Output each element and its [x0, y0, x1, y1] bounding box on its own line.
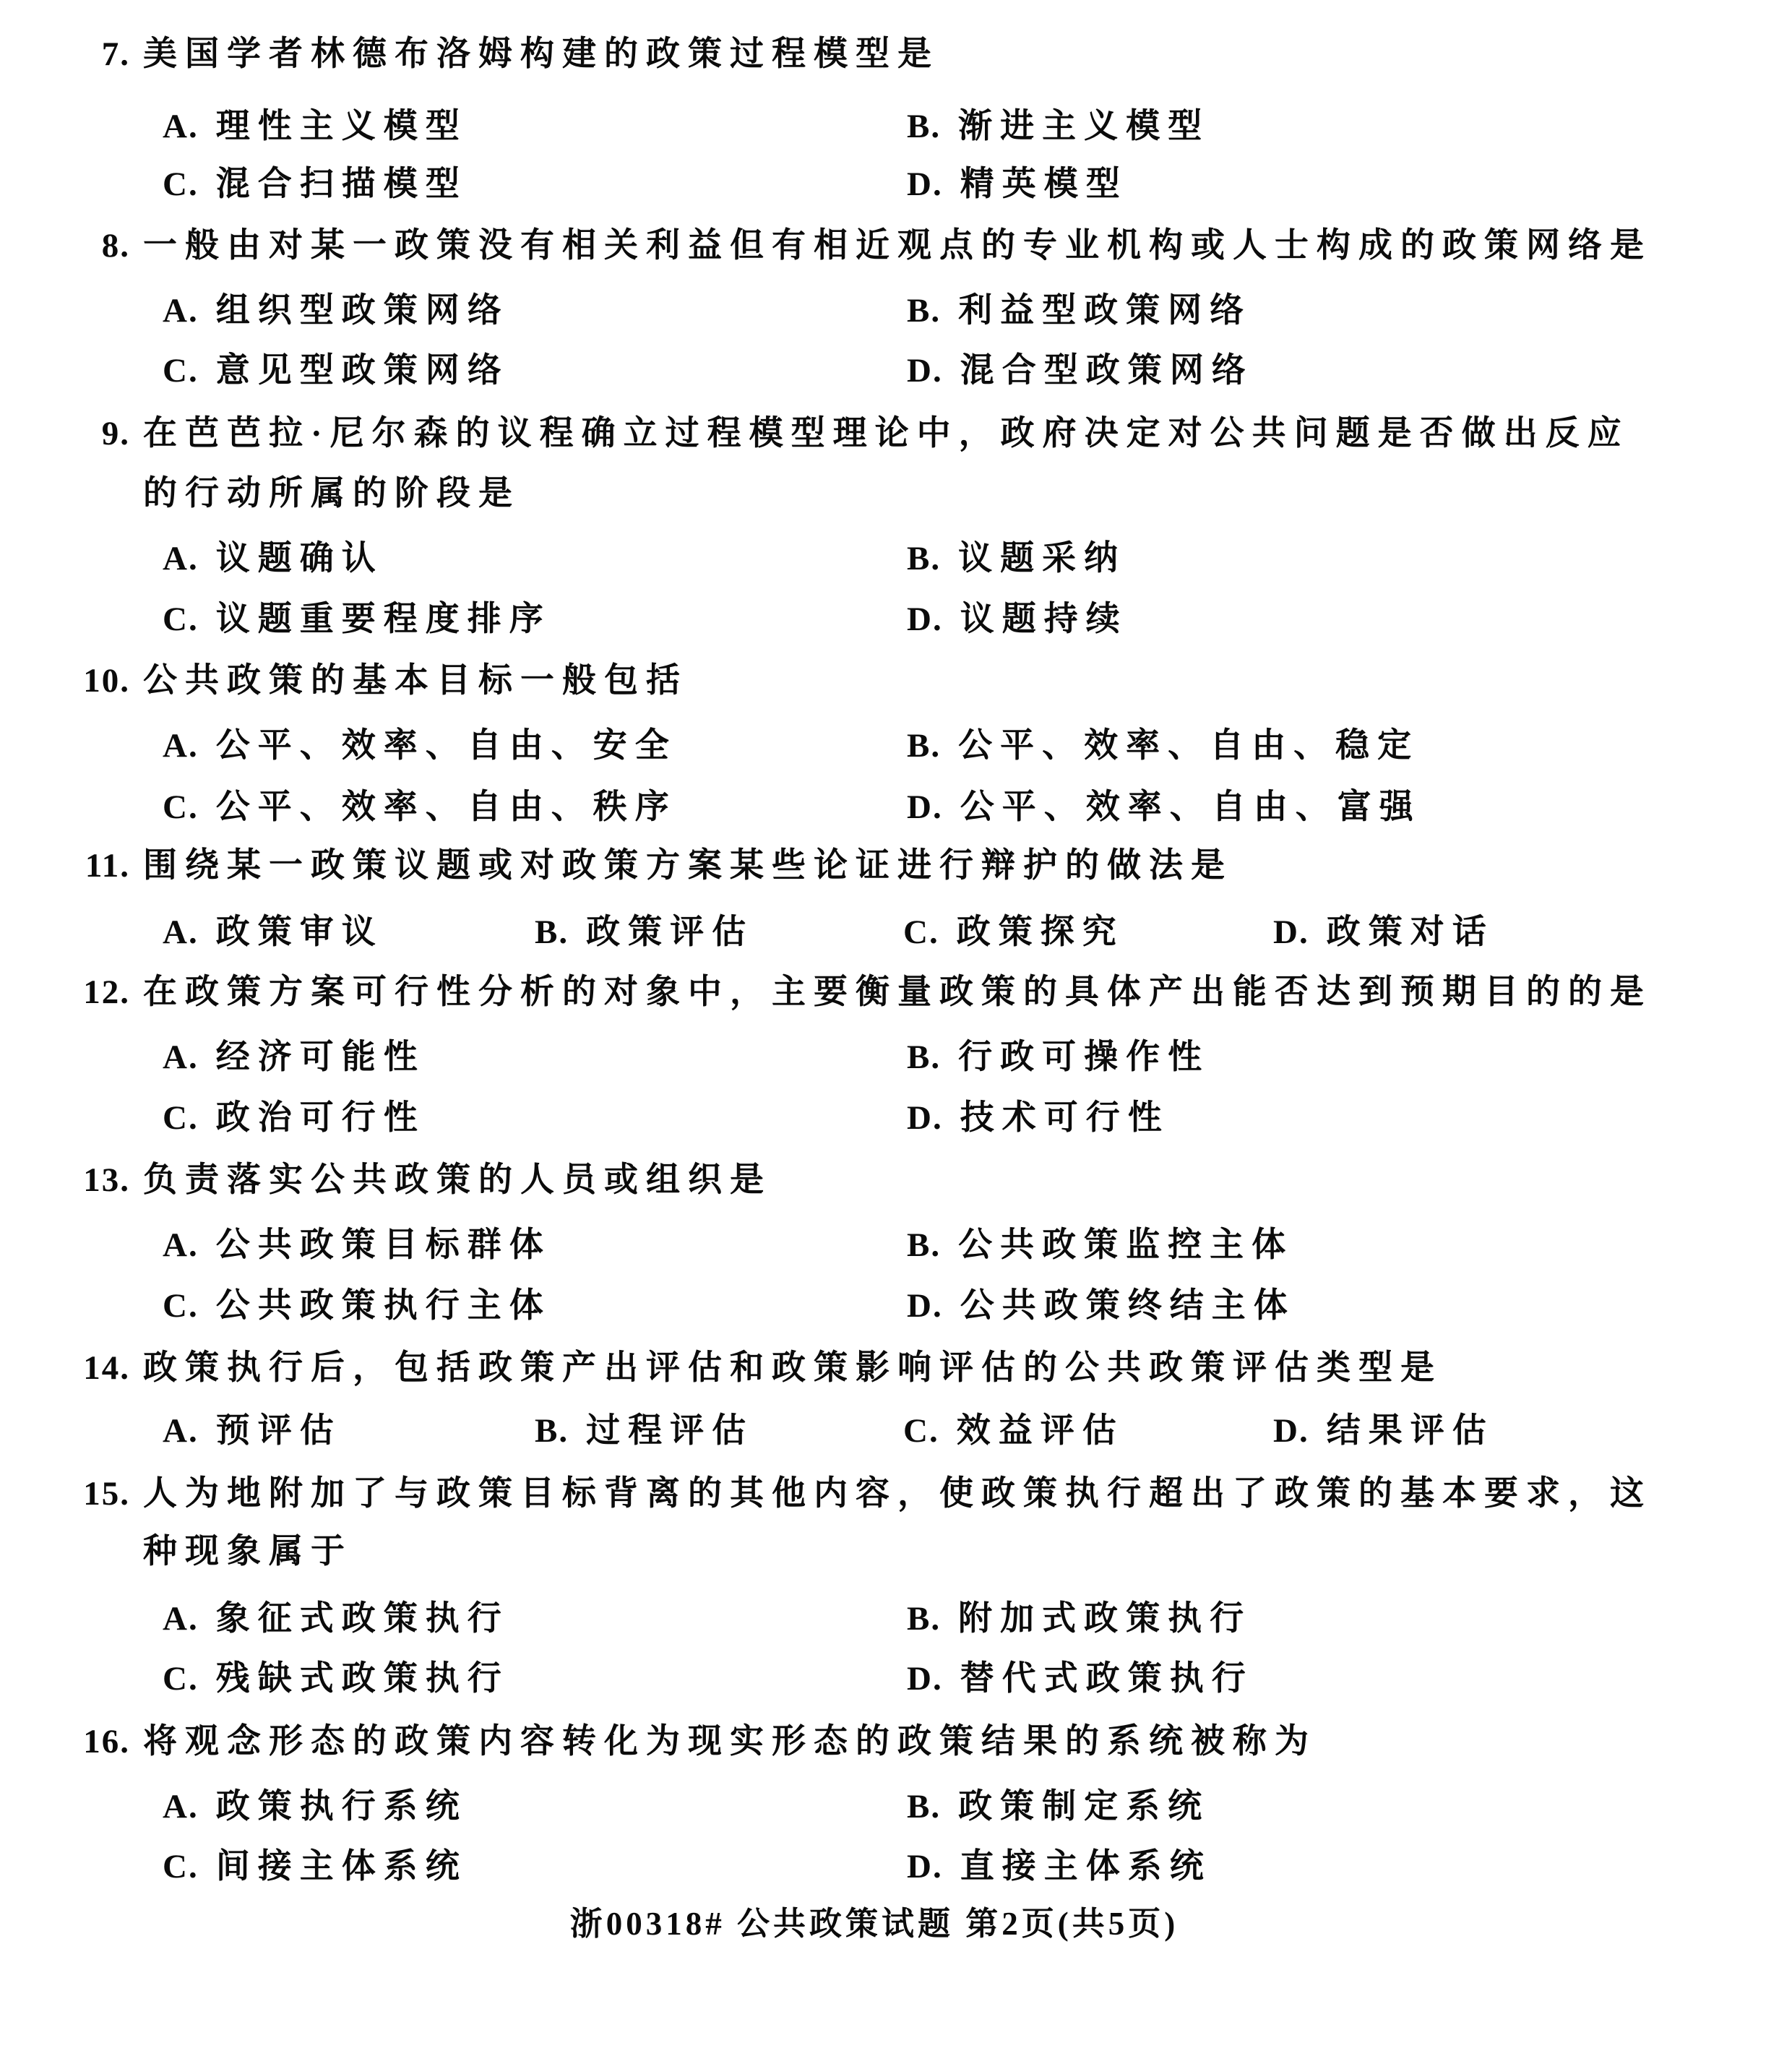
option-label: D.	[907, 788, 943, 826]
option-text: 公共政策目标群体	[215, 1226, 551, 1264]
option-text: 政治可行性	[215, 1099, 426, 1137]
option-text: 过程评估	[586, 1412, 754, 1450]
question-12-options-row-1	[0, 1034, 1792, 1080]
question-15-number: 15.	[83, 1475, 130, 1513]
question-10-option-c	[163, 784, 677, 830]
question-12-option-b	[907, 1034, 1210, 1080]
question-8-option-d	[907, 348, 1254, 394]
question-16-option-d	[907, 1844, 1212, 1890]
question-11-option-a	[163, 909, 384, 955]
option-text: 预评估	[215, 1412, 342, 1450]
question-9-stem-row	[0, 410, 1792, 457]
option-text: 意见型政策网络	[215, 352, 509, 390]
question-15-option-b	[907, 1596, 1252, 1642]
question-7-options-row-2	[0, 161, 1792, 207]
question-15-options-row-1	[0, 1596, 1792, 1642]
question-12-option-c	[163, 1095, 426, 1141]
option-text: 混合扫描模型	[215, 165, 468, 203]
option-label: B.	[907, 1038, 942, 1076]
option-text: 残缺式政策执行	[215, 1660, 509, 1698]
option-label: D.	[907, 601, 943, 638]
option-label: A.	[163, 1600, 199, 1638]
option-label: B.	[907, 292, 942, 330]
question-9-option-b	[907, 535, 1126, 582]
question-9-text-line-2: 的行动所属的阶段是	[143, 475, 520, 512]
option-label: A.	[163, 1412, 199, 1450]
option-label: D.	[907, 352, 943, 390]
option-label: C.	[163, 1099, 199, 1137]
question-8-text: 一般由对某一政策没有相关利益但有相近观点的专业机构或人士构成的政策网络是	[143, 227, 1652, 264]
option-text: 效益评估	[956, 1412, 1124, 1450]
question-13-option-b	[907, 1222, 1293, 1268]
question-13-option-a	[163, 1222, 551, 1268]
question-7-stem-row	[0, 31, 1792, 77]
option-text: 经济可能性	[215, 1038, 426, 1076]
question-11-number: 11.	[85, 847, 130, 885]
option-label: A.	[163, 540, 199, 577]
option-text: 技术可行性	[960, 1099, 1170, 1137]
question-14-text: 政策执行后，包括政策产出评估和政策影响评估的公共政策评估类型是	[143, 1349, 1442, 1387]
question-10-stem-row	[0, 658, 1792, 704]
option-text: 间接主体系统	[215, 1848, 468, 1885]
option-label: C.	[163, 352, 199, 390]
option-label: D.	[907, 165, 943, 203]
option-text: 议题持续	[960, 601, 1128, 638]
option-text: 结果评估	[1326, 1412, 1494, 1450]
question-12-options-row-2	[0, 1095, 1792, 1141]
question-9-text-line-1: 在芭芭拉·尼尔森的议程确立过程模型理论中，政府决定对公共问题是否做出反应	[143, 415, 1629, 452]
option-text: 议题重要程度排序	[215, 601, 551, 638]
question-10-option-a	[163, 723, 677, 769]
question-11-options-row	[0, 909, 1792, 955]
question-14-option-c	[903, 1408, 1124, 1454]
option-label: B.	[907, 1226, 942, 1264]
question-14-option-b	[535, 1408, 754, 1454]
question-15-options-row-2	[0, 1656, 1792, 1702]
option-text: 利益型政策网络	[958, 292, 1252, 330]
question-14-option-a	[163, 1408, 342, 1454]
question-11-option-c	[903, 909, 1124, 955]
option-label: B.	[535, 913, 569, 951]
option-label: A.	[163, 1226, 199, 1264]
question-10-number: 10.	[83, 662, 130, 700]
page-footer: 浙00318# 公共政策试题 第2页(共5页)	[569, 1906, 1179, 1942]
question-11-text: 围绕某一政策议题或对政策方案某些论证进行辩护的做法是	[143, 847, 1233, 885]
question-9-options-row-2	[0, 596, 1792, 642]
option-text: 象征式政策执行	[215, 1600, 509, 1638]
question-16-stem-row	[0, 1719, 1792, 1765]
question-15-text-line-2: 种现象属于	[143, 1533, 353, 1570]
question-7-text: 美国学者林德布洛姆构建的政策过程模型是	[143, 35, 939, 73]
question-13-options-row-2	[0, 1283, 1792, 1329]
question-8-option-c	[163, 348, 509, 394]
option-text: 政策制定系统	[958, 1788, 1210, 1825]
question-7-option-a	[163, 103, 468, 150]
question-12-text: 在政策方案可行性分析的对象中，主要衡量政策的具体产出能否达到预期目的的是	[143, 973, 1652, 1011]
question-12-stem-row	[0, 969, 1792, 1015]
option-label: B.	[907, 1600, 942, 1638]
option-text: 议题采纳	[958, 540, 1127, 577]
option-text: 公平、效率、自由、稳定	[958, 727, 1420, 765]
question-14-options-row	[0, 1408, 1792, 1454]
option-label: B.	[907, 727, 942, 765]
option-text: 公平、效率、自由、安全	[215, 727, 677, 765]
question-11-stem-row	[0, 843, 1792, 889]
question-15-option-d	[907, 1656, 1254, 1702]
option-text: 组织型政策网络	[215, 292, 509, 330]
question-15-stem-row-2	[0, 1528, 1792, 1575]
question-7-number: 7.	[101, 35, 130, 73]
option-label: A.	[163, 292, 199, 330]
question-9-option-c	[163, 596, 551, 642]
question-16-text: 将观念形态的政策内容转化为现实形态的政策结果的系统被称为	[143, 1723, 1317, 1760]
option-text: 精英模型	[960, 165, 1128, 203]
question-14-stem-row	[0, 1345, 1792, 1391]
question-11-option-d	[1273, 909, 1494, 955]
option-label: C.	[163, 788, 199, 826]
option-label: C.	[903, 1412, 939, 1450]
option-label: B.	[907, 540, 942, 577]
option-text: 政策探究	[956, 913, 1124, 951]
option-label: D.	[907, 1660, 943, 1698]
question-7-option-d	[907, 161, 1128, 207]
question-8-option-b	[907, 288, 1252, 334]
option-label: A.	[163, 1038, 199, 1076]
option-text: 替代式政策执行	[960, 1660, 1254, 1698]
option-text: 混合型政策网络	[960, 352, 1254, 390]
option-label: B.	[535, 1412, 569, 1450]
question-14-number: 14.	[83, 1349, 130, 1387]
question-12-option-d	[907, 1095, 1170, 1141]
option-label: C.	[163, 1848, 199, 1885]
option-text: 公共政策监控主体	[958, 1226, 1294, 1264]
option-label: D.	[1273, 1412, 1309, 1450]
option-label: B.	[907, 1788, 942, 1825]
option-text: 政策执行系统	[215, 1788, 468, 1825]
option-label: C.	[163, 1660, 199, 1698]
question-13-options-row-1	[0, 1222, 1792, 1268]
option-label: A.	[163, 1788, 199, 1825]
question-9-stem-row-2	[0, 470, 1792, 517]
question-10-text: 公共政策的基本目标一般包括	[143, 662, 688, 700]
question-10-options-row-2	[0, 784, 1792, 830]
question-15-option-c	[163, 1656, 509, 1702]
option-label: A.	[163, 727, 199, 765]
question-8-option-a	[163, 288, 509, 334]
option-text: 公平、效率、自由、秩序	[215, 788, 677, 826]
question-13-option-c	[163, 1283, 551, 1329]
option-label: C.	[903, 913, 939, 951]
question-9-option-d	[907, 596, 1128, 642]
question-13-stem-row	[0, 1157, 1792, 1203]
option-text: 直接主体系统	[960, 1848, 1212, 1885]
question-12-number: 12.	[83, 973, 130, 1011]
option-label: D.	[907, 1848, 943, 1885]
option-text: 行政可操作性	[958, 1038, 1210, 1076]
question-13-option-d	[907, 1283, 1296, 1329]
question-14-option-d	[1273, 1408, 1494, 1454]
question-8-options-row-1	[0, 288, 1792, 334]
option-text: 政策评估	[586, 913, 754, 951]
question-7-options-row-1	[0, 103, 1792, 150]
option-text: 公共政策终结主体	[960, 1287, 1296, 1325]
question-10-option-b	[907, 723, 1419, 769]
option-label: A.	[163, 108, 199, 145]
question-16-option-b	[907, 1784, 1210, 1830]
question-16-number: 16.	[83, 1723, 130, 1760]
question-13-text: 负责落实公共政策的人员或组织是	[143, 1161, 772, 1199]
option-text: 公平、效率、自由、富强	[960, 788, 1421, 826]
option-text: 政策审议	[215, 913, 384, 951]
option-text: 附加式政策执行	[958, 1600, 1252, 1638]
option-label: C.	[163, 165, 199, 203]
question-9-number: 9.	[101, 415, 130, 452]
question-8-options-row-2	[0, 348, 1792, 394]
option-label: D.	[907, 1287, 943, 1325]
option-label: C.	[163, 1287, 199, 1325]
question-16-option-c	[163, 1844, 468, 1890]
question-10-option-d	[907, 784, 1421, 830]
question-15-text-line-1: 人为地附加了与政策目标背离的其他内容，使政策执行超出了政策的基本要求，这	[143, 1475, 1652, 1513]
question-7-option-b	[907, 103, 1210, 150]
question-8-number: 8.	[101, 227, 130, 264]
option-label: A.	[163, 913, 199, 951]
question-13-number: 13.	[83, 1161, 130, 1199]
option-label: C.	[163, 601, 199, 638]
option-text: 理性主义模型	[215, 108, 468, 145]
question-7-option-c	[163, 161, 468, 207]
option-label: D.	[1273, 913, 1309, 951]
option-text: 议题确认	[215, 540, 384, 577]
question-15-stem-row	[0, 1471, 1792, 1517]
option-label: B.	[907, 108, 942, 145]
option-text: 渐进主义模型	[958, 108, 1210, 145]
question-16-options-row-2	[0, 1844, 1792, 1890]
question-16-options-row-1	[0, 1784, 1792, 1830]
question-9-option-a	[163, 535, 384, 582]
question-9-options-row-1	[0, 535, 1792, 582]
question-15-option-a	[163, 1596, 509, 1642]
question-10-options-row-1	[0, 723, 1792, 769]
option-text: 公共政策执行主体	[215, 1287, 551, 1325]
question-11-option-b	[535, 909, 754, 955]
question-16-option-a	[163, 1784, 468, 1830]
option-text: 政策对话	[1326, 913, 1494, 951]
option-label: D.	[907, 1099, 943, 1137]
question-8-stem-row	[0, 223, 1792, 269]
question-12-option-a	[163, 1034, 426, 1080]
